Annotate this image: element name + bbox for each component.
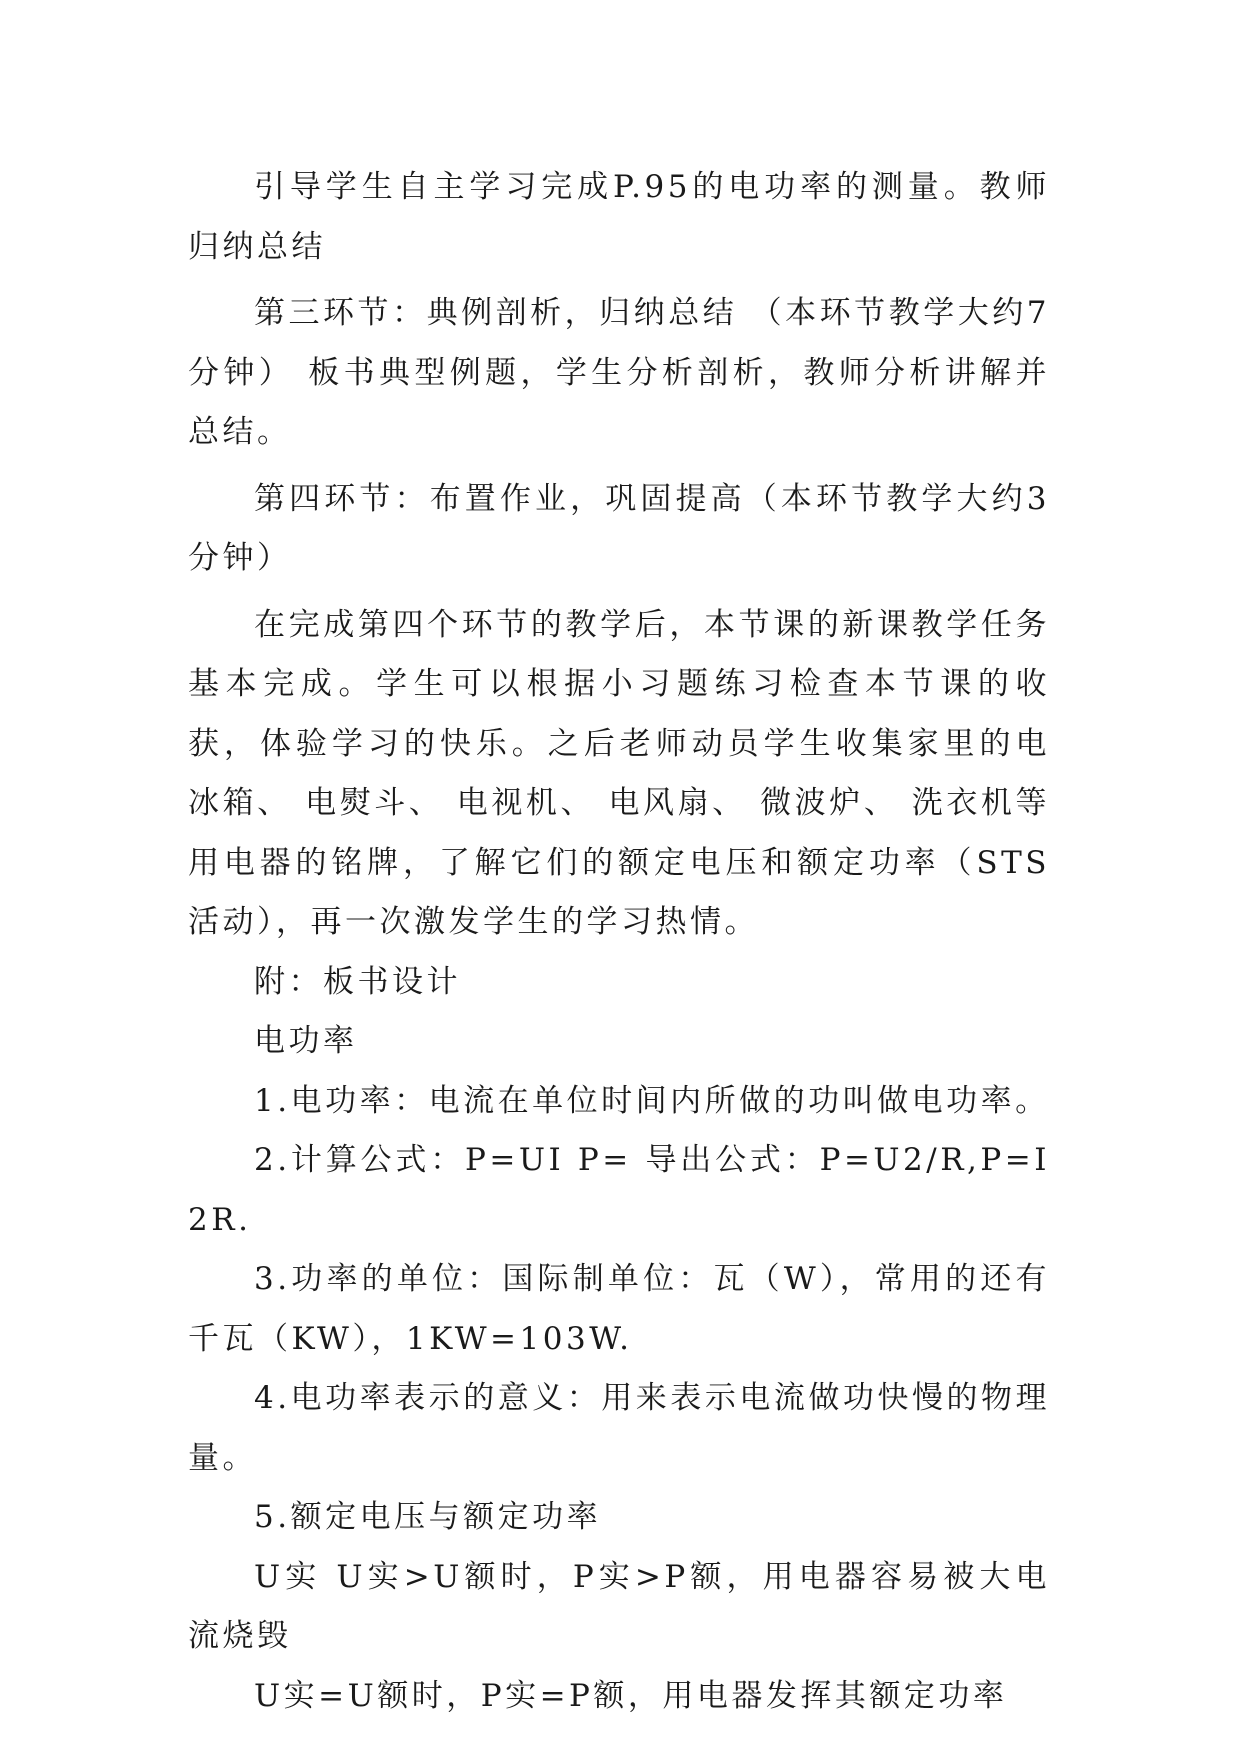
paragraph-after-class: 在完成第四个环节的教学后，本节课的新课教学任务基本完成。学生可以根据小习题练习检查本节课的收获，体验学习的快乐。之后老师动员学生收集家里的电冰箱、 电熨斗、 电视机、 电风扇、 微波炉、 洗衣机等用电器的铭牌，了解它们的额定电压和额定功率（STS活动），再一次激发学生的学习热情。 (188, 606, 1050, 940)
paragraph-rated-heading: 5.额定电压与额定功率 (254, 1499, 602, 1535)
paragraph-unit: 3.功率的单位：国际制单位：瓦（W），常用的还有千瓦（KW），1KW=103W. (188, 1261, 1050, 1357)
paragraph-formula: 2.计算公式：P=UI P= 导出公式：P=U2/R,P=I2R. (188, 1142, 1050, 1238)
paragraph-stage-three: 第三环节：典例剖析，归纳总结 （本环节教学大约7分钟） 板书典型例题，学生分析剖析，教师分析讲解并总结。 (188, 295, 1050, 450)
paragraph-board-title: 电功率 (254, 1023, 358, 1059)
paragraph-rated-greater: U实 U实>U额时，P实>P额，用电器容易被大电流烧毁 (188, 1558, 1050, 1654)
paragraph-meaning: 4.电功率表示的意义：用来表示电流做功快慢的物理量。 (188, 1380, 1050, 1476)
paragraph-measurement-guidance: 引导学生自主学习完成P.95的电功率的测量。教师归纳总结 (188, 169, 1050, 265)
document-page (188, 158, 1050, 1726)
paragraph-definition: 1.电功率：电流在单位时间内所做的功叫做电功率。 (254, 1082, 1050, 1119)
paragraph-board-design-heading: 附：板书设计 (254, 963, 461, 1000)
paragraph-stage-four: 第四环节：布置作业，巩固提高（本环节教学大约3分钟） (188, 480, 1050, 576)
paragraph-rated-equal: U实=U额时，P实=P额，用电器发挥其额定功率 (254, 1677, 1008, 1714)
